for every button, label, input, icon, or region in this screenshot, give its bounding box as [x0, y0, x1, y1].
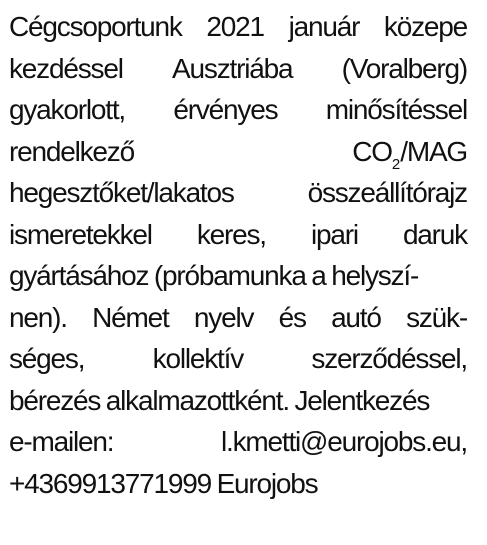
ad-line-10 — [9, 380, 467, 422]
ad-word: Német — [92, 301, 169, 333]
ad-word: összeállítórajz — [307, 177, 467, 208]
ad-line-5 — [9, 172, 467, 214]
ad-word: hegesztőket/lakatos — [9, 177, 234, 208]
ad-line-2 — [9, 48, 467, 90]
ad-word: rendelkező — [9, 135, 134, 167]
ad-word: Cégcsoportunk — [9, 11, 182, 42]
ad-word: (Voralberg) — [341, 52, 467, 84]
contact-phone-company: +4369913771999 Eurojobs — [9, 467, 318, 499]
ad-line-7 — [9, 255, 467, 297]
ad-word: szerződéssel, — [311, 343, 467, 374]
ad-word: érvényes — [173, 94, 278, 125]
ad-line-8 — [9, 297, 467, 339]
co2-base: CO — [352, 135, 392, 167]
ad-word: minősítéssel — [325, 94, 467, 125]
ad-word: séges, — [9, 343, 85, 374]
ad-line-3 — [9, 89, 467, 131]
ad-word: Ausztriába — [172, 52, 293, 84]
ad-line-12 — [9, 463, 467, 505]
ad-word: gyakorlott, — [9, 94, 125, 125]
co2-rest: /MAG — [400, 135, 467, 167]
ad-word: e-mailen: — [9, 426, 114, 457]
ad-word: kollektív — [152, 343, 244, 374]
ad-word: 2021 — [206, 11, 264, 42]
ad-text: gyártásához (próbamunka a helyszí- — [9, 260, 419, 291]
ad-line-9 — [9, 338, 467, 380]
ad-line-4 — [9, 131, 467, 173]
ad-word: ismeretekkel — [9, 218, 152, 250]
co2-subscript: 2 — [391, 155, 401, 173]
ad-word: keres, — [196, 218, 266, 250]
ad-line-11 — [9, 421, 467, 463]
ad-word: ipari — [310, 218, 358, 250]
job-advertisement — [9, 6, 467, 504]
ad-word: nen). — [9, 301, 67, 333]
ad-word: kezdéssel — [9, 52, 123, 84]
ad-word: daruk — [402, 218, 467, 250]
contact-email[interactable]: l.kmetti@eurojobs.eu, — [220, 426, 467, 457]
ad-word: és — [278, 301, 306, 333]
ad-word: január — [288, 11, 360, 42]
ad-word: nyelv — [193, 301, 254, 333]
ad-word: autó — [331, 301, 381, 333]
ad-word: közepe — [383, 11, 467, 42]
ad-word: szük- — [406, 301, 467, 333]
ad-line-1 — [9, 6, 467, 48]
ad-text: bérezés alkalmazottként. Jelentkezés — [9, 384, 430, 416]
co2-mag — [352, 131, 467, 173]
ad-line-6 — [9, 214, 467, 256]
